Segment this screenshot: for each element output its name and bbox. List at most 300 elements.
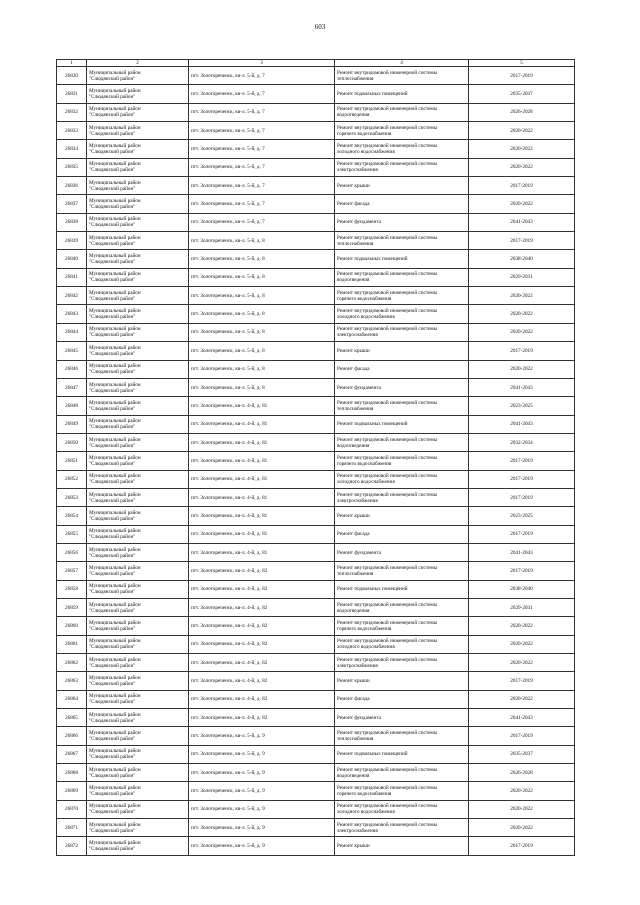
district-cell <box>87 690 189 708</box>
district-cell <box>87 543 189 561</box>
column-header: 4 <box>335 60 469 67</box>
term-cell-line: 2017-2019 <box>510 531 533 538</box>
row-number-line: 26859 <box>65 604 78 611</box>
row-number-line: 26847 <box>65 384 78 391</box>
row-number <box>57 232 87 250</box>
work-type-cell-line: Ремонт подвальных помещений <box>337 586 408 593</box>
work-type-cell <box>335 360 469 378</box>
work-type-cell-line: Ремонт внутридомовой инженерной системы <box>337 161 438 168</box>
term-cell-line: 2029-2031 <box>510 604 533 611</box>
term-cell-line: 2017-2019 <box>510 347 533 354</box>
page-number: 603 <box>314 23 326 31</box>
district-cell-line: Муниципальный район <box>89 344 141 351</box>
table-row <box>57 287 575 305</box>
work-type-cell <box>335 158 469 176</box>
term-cell-line: 2020-2022 <box>510 824 533 831</box>
work-type-cell-line: Ремонт подвальных помещений <box>337 256 408 263</box>
address-cell <box>189 709 335 727</box>
district-cell <box>87 122 189 140</box>
district-cell-line: Муниципальный район <box>89 198 141 205</box>
work-type-cell-line: электроснабжения <box>337 827 378 834</box>
address-cell-line: пгт. Золотореченск, кв-л. 5-й, д. 9 <box>191 843 265 850</box>
work-type-cell-line: Ремонт внутридомовой инженерной системы <box>337 234 438 241</box>
address-cell <box>189 580 335 598</box>
term-cell-line: 2020-2022 <box>510 696 533 703</box>
district-cell <box>87 672 189 690</box>
district-cell-line: Муниципальный район <box>89 363 141 370</box>
work-type-cell-line: электроснабжения <box>337 167 378 174</box>
row-number <box>57 177 87 195</box>
district-cell-line: "Слюдянский район" <box>89 625 136 632</box>
term-cell-line: 2023-2025 <box>510 402 533 409</box>
district-cell <box>87 654 189 672</box>
term-cell-line: 2041-2043 <box>510 219 533 226</box>
row-number <box>57 525 87 543</box>
table-row <box>57 525 575 543</box>
district-cell-line: "Слюдянский район" <box>89 736 136 743</box>
address-cell <box>189 378 335 396</box>
table-row <box>57 268 575 286</box>
work-type-cell <box>335 617 469 635</box>
district-cell-line: Муниципальный район <box>89 785 141 792</box>
work-type-cell-line: Ремонт подвальных помещений <box>337 421 408 428</box>
district-cell-line: "Слюдянский район" <box>89 442 136 449</box>
term-cell <box>469 745 575 763</box>
row-number <box>57 122 87 140</box>
address-cell-line: пгт. Золотореченск, кв-л. 4-й, д. 81 <box>191 402 268 409</box>
address-cell <box>189 488 335 506</box>
row-number <box>57 213 87 231</box>
row-number <box>57 250 87 268</box>
term-cell <box>469 488 575 506</box>
work-type-cell-line: Ремонт фасада <box>337 366 370 373</box>
row-number-line: 26871 <box>65 824 78 831</box>
row-number-line: 26849 <box>65 421 78 428</box>
district-cell-line: Муниципальный район <box>89 418 141 425</box>
term-cell-line: 2017-2019 <box>510 733 533 740</box>
district-cell-line: Муниципальный район <box>89 564 141 571</box>
address-cell <box>189 635 335 653</box>
row-number-line: 26872 <box>65 843 78 850</box>
address-cell <box>189 195 335 213</box>
district-cell-line: "Слюдянский район" <box>89 295 136 302</box>
district-cell-line: Муниципальный район <box>89 509 141 516</box>
district-cell-line: Муниципальный район <box>89 583 141 590</box>
row-number <box>57 690 87 708</box>
term-cell-line: 2017-2019 <box>510 457 533 464</box>
row-number-line: 26858 <box>65 586 78 593</box>
address-cell-line: пгт. Золотореченск, кв-л. 5-й, д. 9 <box>191 806 265 813</box>
district-cell-line: "Слюдянский район" <box>89 350 136 357</box>
work-type-cell <box>335 323 469 341</box>
address-cell-line: пгт. Золотореченск, кв-л. 4-й, д. 82 <box>191 659 268 666</box>
term-cell-line: 2017-2019 <box>510 843 533 850</box>
address-cell <box>189 690 335 708</box>
work-type-cell-line: Ремонт внутридомовой инженерной системы <box>337 454 438 461</box>
address-cell <box>189 140 335 158</box>
work-type-cell <box>335 819 469 837</box>
address-cell-line: пгт. Золотореченск, кв-л. 4-й, д. 81 <box>191 457 268 464</box>
term-cell-line: 2041-2043 <box>510 421 533 428</box>
district-cell <box>87 397 189 415</box>
table-row <box>57 213 575 231</box>
term-cell-line: 2020-2022 <box>510 622 533 629</box>
address-cell-line: пгт. Золотореченск, кв-л. 4-й, д. 81 <box>191 439 268 446</box>
work-type-cell-line: водоотведения <box>337 112 370 119</box>
district-cell <box>87 800 189 818</box>
term-cell-line: 2026-2028 <box>510 109 533 116</box>
address-cell <box>189 415 335 433</box>
table-row <box>57 67 575 85</box>
row-number <box>57 562 87 580</box>
term-cell <box>469 85 575 103</box>
term-cell-line: 2038-2040 <box>510 586 533 593</box>
term-cell <box>469 709 575 727</box>
row-number-line: 26852 <box>65 476 78 483</box>
work-type-cell-line: Ремонт фасада <box>337 201 370 208</box>
row-number <box>57 140 87 158</box>
row-number-line: 26861 <box>65 641 78 648</box>
district-cell-line: "Слюдянский район" <box>89 112 136 119</box>
work-type-cell <box>335 598 469 616</box>
address-cell <box>189 470 335 488</box>
row-number-line: 26840 <box>65 256 78 263</box>
term-cell-line: 2035-2037 <box>510 91 533 98</box>
row-number <box>57 287 87 305</box>
work-type-cell-line: водоотведения <box>337 442 370 449</box>
address-cell <box>189 672 335 690</box>
term-cell <box>469 507 575 525</box>
column-header: 2 <box>87 60 189 67</box>
district-cell-line: Муниципальный район <box>89 546 141 553</box>
term-cell <box>469 67 575 85</box>
district-cell-line: Муниципальный район <box>89 106 141 113</box>
district-cell-line: "Слюдянский район" <box>89 681 136 688</box>
district-cell <box>87 433 189 451</box>
work-type-cell-line: горячего водоснабжения <box>337 295 392 302</box>
term-cell <box>469 323 575 341</box>
district-cell <box>87 819 189 837</box>
term-cell <box>469 617 575 635</box>
work-type-cell <box>335 140 469 158</box>
work-type-cell-line: Ремонт внутридомовой инженерной системы <box>337 143 438 150</box>
term-cell <box>469 415 575 433</box>
row-number <box>57 580 87 598</box>
work-type-cell <box>335 782 469 800</box>
row-number-line: 26868 <box>65 769 78 776</box>
work-type-cell-line: горячего водоснабжения <box>337 460 392 467</box>
term-cell <box>469 800 575 818</box>
row-number-line: 26864 <box>65 696 78 703</box>
district-cell <box>87 342 189 360</box>
work-type-cell-line: теплоснабжения <box>337 405 374 412</box>
term-cell-line: 2017-2019 <box>510 678 533 685</box>
district-cell <box>87 195 189 213</box>
district-cell <box>87 488 189 506</box>
term-cell <box>469 342 575 360</box>
address-cell <box>189 764 335 782</box>
district-cell-line: "Слюдянский район" <box>89 460 136 467</box>
district-cell-line: "Слюдянский район" <box>89 204 136 211</box>
district-cell <box>87 213 189 231</box>
table-row <box>57 672 575 690</box>
work-type-cell-line: теплоснабжения <box>337 75 374 82</box>
capital-repair-table <box>56 59 575 856</box>
district-cell-line: "Слюдянский район" <box>89 809 136 816</box>
row-number-line: 26855 <box>65 531 78 538</box>
address-cell-line: пгт. Золотореченск, кв-л. 4-й, д. 81 <box>191 476 268 483</box>
address-cell-line: пгт. Золотореченск, кв-л. 4-й, д. 81 <box>191 531 268 538</box>
district-cell-line: "Слюдянский район" <box>89 332 136 339</box>
address-cell-line: пгт. Золотореченск, кв-л. 5-й, д. 8 <box>191 384 265 391</box>
row-number-line: 26865 <box>65 714 78 721</box>
term-cell <box>469 122 575 140</box>
row-number <box>57 415 87 433</box>
work-type-cell-line: Ремонт внутридомовой инженерной системы <box>337 601 438 608</box>
district-cell <box>87 507 189 525</box>
row-number <box>57 488 87 506</box>
row-number <box>57 617 87 635</box>
term-cell-line: 2020-2022 <box>510 806 533 813</box>
table-header-row <box>57 60 575 67</box>
address-cell-line: пгт. Золотореченск, кв-л. 5-й, д. 7 <box>191 219 265 226</box>
row-number-line: 26839 <box>65 237 78 244</box>
work-type-cell-line: горячего водоснабжения <box>337 791 392 798</box>
term-cell <box>469 525 575 543</box>
address-cell <box>189 158 335 176</box>
district-cell-line: "Слюдянский район" <box>89 240 136 247</box>
district-cell-line: "Слюдянский район" <box>89 515 136 522</box>
district-cell <box>87 287 189 305</box>
table-row <box>57 305 575 323</box>
address-cell <box>189 122 335 140</box>
row-number-line: 26870 <box>65 806 78 813</box>
work-type-cell-line: Ремонт фундамента <box>337 549 381 556</box>
work-type-cell-line: Ремонт крыши <box>337 182 370 189</box>
work-type-cell <box>335 672 469 690</box>
district-cell-line: "Слюдянский район" <box>89 387 136 394</box>
address-cell-line: пгт. Золотореченск, кв-л. 5-й, д. 7 <box>191 146 265 153</box>
term-cell-line: 2020-2022 <box>510 788 533 795</box>
work-type-cell <box>335 635 469 653</box>
table-row <box>57 452 575 470</box>
district-cell-line: "Слюдянский район" <box>89 405 136 412</box>
district-cell <box>87 745 189 763</box>
district-cell-line: Муниципальный район <box>89 289 141 296</box>
table-row <box>57 745 575 763</box>
district-cell <box>87 158 189 176</box>
district-cell <box>87 525 189 543</box>
address-cell-line: пгт. Золотореченск, кв-л. 5-й, д. 8 <box>191 347 265 354</box>
work-type-cell-line: холодного водоснабжения <box>337 149 395 156</box>
table-row <box>57 800 575 818</box>
work-type-cell-line: теплоснабжения <box>337 240 374 247</box>
table-row <box>57 122 575 140</box>
address-cell <box>189 287 335 305</box>
address-cell <box>189 323 335 341</box>
term-cell-line: 2020-2022 <box>510 311 533 318</box>
term-cell <box>469 819 575 837</box>
row-number-line: 26832 <box>65 109 78 116</box>
row-number-line: 26853 <box>65 494 78 501</box>
address-cell <box>189 360 335 378</box>
work-type-cell <box>335 525 469 543</box>
address-cell-line: пгт. Золотореченск, кв-л. 5-й, д. 9 <box>191 769 265 776</box>
address-cell <box>189 507 335 525</box>
district-cell-line: "Слюдянский район" <box>89 846 136 853</box>
work-type-cell-line: Ремонт фундамента <box>337 219 381 226</box>
address-cell-line: пгт. Золотореченск, кв-л. 5-й, д. 7 <box>191 91 265 98</box>
work-type-cell-line: Ремонт внутридомовой инженерной системы <box>337 656 438 663</box>
work-type-cell <box>335 397 469 415</box>
district-cell-line: "Слюдянский район" <box>89 570 136 577</box>
table-row <box>57 378 575 396</box>
district-cell-line: Муниципальный район <box>89 69 141 76</box>
column-header: 3 <box>189 60 335 67</box>
work-type-cell-line: Ремонт фасада <box>337 531 370 538</box>
table-row <box>57 140 575 158</box>
district-cell-line: Муниципальный район <box>89 381 141 388</box>
address-cell-line: пгт. Золотореченск, кв-л. 4-й, д. 82 <box>191 604 268 611</box>
district-cell-line: Муниципальный район <box>89 88 141 95</box>
table-row <box>57 543 575 561</box>
row-number <box>57 543 87 561</box>
table-row <box>57 488 575 506</box>
row-number-line: 26850 <box>65 439 78 446</box>
work-type-cell <box>335 690 469 708</box>
row-number <box>57 342 87 360</box>
district-cell-line: "Слюдянский район" <box>89 424 136 431</box>
work-type-cell-line: Ремонт фасада <box>337 696 370 703</box>
row-number <box>57 470 87 488</box>
table-row <box>57 85 575 103</box>
district-cell <box>87 232 189 250</box>
address-cell <box>189 452 335 470</box>
term-cell-line: 2020-2022 <box>510 641 533 648</box>
district-cell <box>87 305 189 323</box>
address-cell-line: пгт. Золотореченск, кв-л. 4-й, д. 81 <box>191 421 268 428</box>
table-row <box>57 158 575 176</box>
address-cell <box>189 177 335 195</box>
district-cell-line: Муниципальный район <box>89 693 141 700</box>
row-number-line: 26867 <box>65 751 78 758</box>
term-cell-line: 2017-2019 <box>510 476 533 483</box>
row-number <box>57 433 87 451</box>
work-type-cell <box>335 287 469 305</box>
work-type-cell <box>335 122 469 140</box>
work-type-cell-line: Ремонт внутридомовой инженерной системы <box>337 69 438 76</box>
row-number-line: 26836 <box>65 182 78 189</box>
address-cell <box>189 268 335 286</box>
table-row <box>57 433 575 451</box>
district-cell-line: Муниципальный район <box>89 638 141 645</box>
row-number <box>57 727 87 745</box>
work-type-cell <box>335 195 469 213</box>
row-number-line: 26830 <box>65 72 78 79</box>
term-cell <box>469 782 575 800</box>
row-number <box>57 764 87 782</box>
row-number-line: 26842 <box>65 292 78 299</box>
district-cell <box>87 268 189 286</box>
term-cell <box>469 764 575 782</box>
row-number-line: 26838 <box>65 219 78 226</box>
address-cell-line: пгт. Золотореченск, кв-л. 5-й, д. 8 <box>191 237 265 244</box>
district-cell-line: Муниципальный район <box>89 656 141 663</box>
district-cell-line: "Слюдянский район" <box>89 699 136 706</box>
term-cell <box>469 378 575 396</box>
address-cell-line: пгт. Золотореченск, кв-л. 4-й, д. 81 <box>191 494 268 501</box>
row-number <box>57 654 87 672</box>
work-type-cell-line: Ремонт внутридомовой инженерной системы <box>337 785 438 792</box>
term-cell <box>469 158 575 176</box>
row-number-line: 26843 <box>65 311 78 318</box>
work-type-cell-line: электроснабжения <box>337 662 378 669</box>
work-type-cell <box>335 837 469 855</box>
district-cell <box>87 67 189 85</box>
row-number <box>57 709 87 727</box>
district-cell-line: "Слюдянский район" <box>89 277 136 284</box>
district-cell-line: Муниципальный район <box>89 619 141 626</box>
district-cell-line: Муниципальный район <box>89 748 141 755</box>
district-cell-line: Муниципальный район <box>89 491 141 498</box>
district-cell-line: "Слюдянский район" <box>89 185 136 192</box>
work-type-cell-line: Ремонт внутридомовой инженерной системы <box>337 326 438 333</box>
work-type-cell <box>335 452 469 470</box>
term-cell <box>469 213 575 231</box>
district-cell <box>87 470 189 488</box>
address-cell <box>189 397 335 415</box>
district-cell <box>87 837 189 855</box>
table-row <box>57 323 575 341</box>
address-cell <box>189 433 335 451</box>
table-row <box>57 598 575 616</box>
work-type-cell <box>335 654 469 672</box>
row-number <box>57 800 87 818</box>
term-cell <box>469 140 575 158</box>
district-cell <box>87 103 189 121</box>
row-number <box>57 378 87 396</box>
work-type-cell-line: Ремонт внутридомовой инженерной системы <box>337 803 438 810</box>
district-cell-line: Муниципальный район <box>89 216 141 223</box>
address-cell <box>189 67 335 85</box>
district-cell-line: "Слюдянский район" <box>89 167 136 174</box>
address-cell-line: пгт. Золотореченск, кв-л. 5-й, д. 8 <box>191 329 265 336</box>
term-cell-line: 2017-2019 <box>510 182 533 189</box>
work-type-cell-line: горячего водоснабжения <box>337 130 392 137</box>
term-cell-line: 2041-2043 <box>510 384 533 391</box>
row-number-line: 26837 <box>65 201 78 208</box>
work-type-cell <box>335 562 469 580</box>
district-cell-line: Муниципальный район <box>89 730 141 737</box>
work-type-cell-line: теплоснабжения <box>337 570 374 577</box>
work-type-cell-line: Ремонт внутридомовой инженерной системы <box>337 106 438 113</box>
work-type-cell-line: Ремонт внутридомовой инженерной системы <box>337 638 438 645</box>
district-cell-line: Муниципальный район <box>89 711 141 718</box>
address-cell-line: пгт. Золотореченск, кв-л. 4-й, д. 81 <box>191 549 268 556</box>
district-cell-line: Муниципальный район <box>89 253 141 260</box>
work-type-cell-line: Ремонт внутридомовой инженерной системы <box>337 289 438 296</box>
address-cell <box>189 250 335 268</box>
district-cell <box>87 452 189 470</box>
row-number <box>57 360 87 378</box>
address-cell <box>189 617 335 635</box>
table-row <box>57 690 575 708</box>
row-number <box>57 452 87 470</box>
district-cell <box>87 140 189 158</box>
table-row <box>57 360 575 378</box>
address-cell <box>189 232 335 250</box>
term-cell-line: 2020-2022 <box>510 127 533 134</box>
